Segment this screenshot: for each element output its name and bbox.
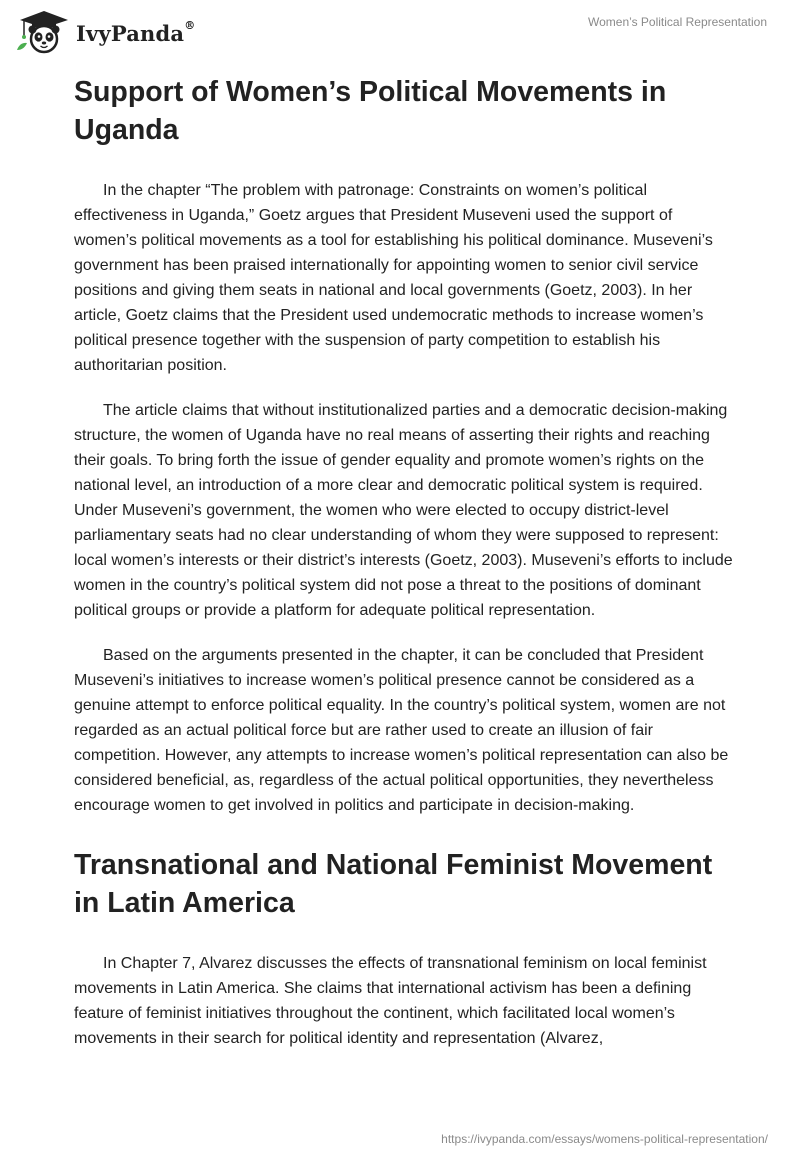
section-heading-uganda: Support of Women’s Political Movements in Uganda [74,76,667,146]
section-body-latin-america [74,951,734,1051]
paragraph: In Chapter 7, Alvarez discusses the effects of transnational feminism on local feminist movements in Latin America. She claims that international activism has been a defining feature of feminist initiatives throughout the continent, which facilitated local women’s movements in their search for political identity and representation (Alvarez, [74,955,707,1047]
paragraph: The article claims that without institutionalized parties and a democratic decision-making structure, the women of Uganda have no real means of asserting their rights and reaching their goals. To bring forth the issue of gender equality and promote women’s rights on the national level, an introduction of a more clear and democratic political system is required. Under Museveni’s government, the women who were elected to occupy district-level parliamentary seats had no clear understanding of whom they were supposed to represent: local women’s interests or their district’s interests (Goetz, 2003). Museveni’s efforts to include women in the country’s political system did not pose a threat to the positions of dominant political groups or provide a platform for adequate political representation. [74,402,733,619]
brand-name: IvyPanda® [76,19,196,46]
paragraph: In the chapter “The problem with patronage: Constraints on women’s political effectiveness in Uganda,” Goetz argues that President Museveni used the support of women’s political movements as a tool for establishing his political dominance. Museveni’s government has been praised internationally for appointing women to senior civil service positions and giving them seats in national and local governments (Goetz, 2003). In her article, Goetz claims that the President used undemocratic methods to increase women’s political presence together with the suspension of party competition to establish his authoritarian position. [74,182,713,374]
registered-mark: ® [184,19,196,32]
running-title: Women’s Political Representation [588,15,767,29]
panda-graduate-icon [14,10,70,54]
page-header [0,0,800,60]
paragraph: Based on the arguments presented in the chapter, it can be concluded that President Museveni’s initiatives to increase women’s political presence cannot be considered as a genuine attempt to enforce political equality. In the country’s political system, women are not regarded as an actual political force but are rather used to create an illusion of fair competition. However, any attempts to increase women’s political representation can also be considered beneficial, as, regardless of the actual political opportunities, they nevertheless encourage women to get involved in politics and participate in decision-making. [74,647,729,814]
ivypanda-logo[interactable] [14,10,214,54]
section-body-uganda [74,178,734,818]
essay-content [74,72,734,1051]
source-url[interactable]: https://ivypanda.com/essays/womens-political-representation/ [441,1132,768,1146]
section-heading-latin-america: Transnational and National Feminist Movement in Latin America [74,849,713,919]
